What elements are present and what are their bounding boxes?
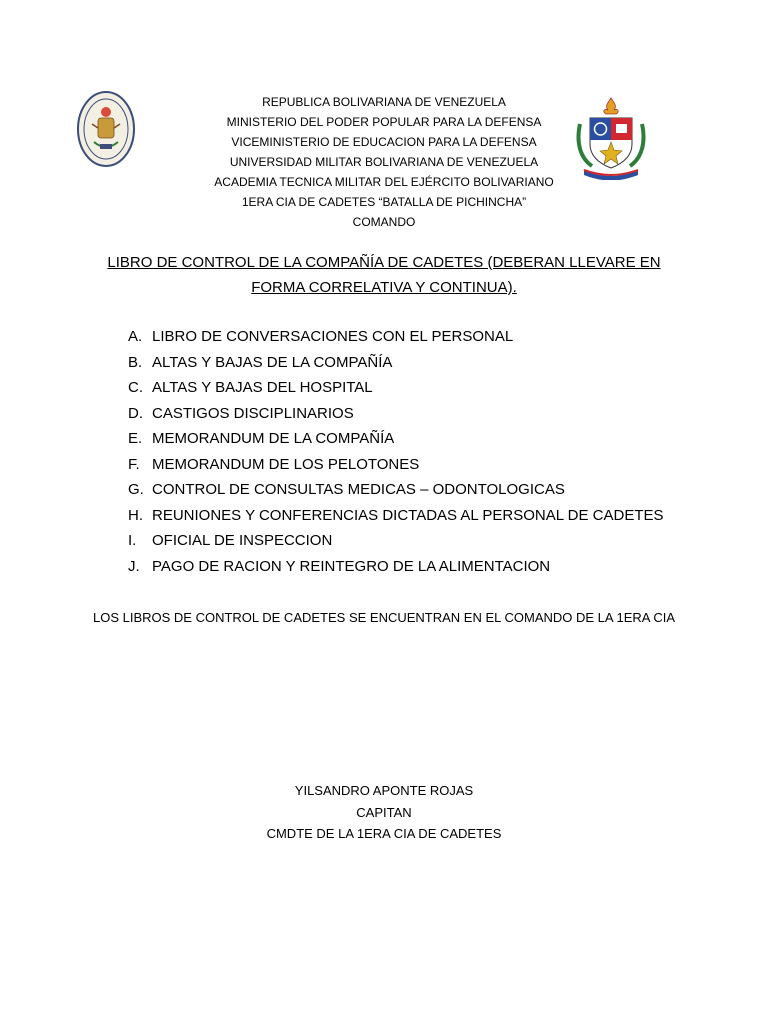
letterhead-line: VICEMINISTERIO DE EDUCACION PARA LA DEFENSA <box>231 135 537 149</box>
letterhead-line: COMANDO <box>352 215 416 229</box>
signer-position: CMDTE DE LA 1ERA CIA DE CADETES <box>266 826 502 841</box>
item-text: ALTAS Y BAJAS DEL HOSPITAL <box>152 379 373 396</box>
item-letter: F. <box>128 455 140 473</box>
item-letter: C. <box>128 379 143 396</box>
item-letter: B. <box>128 353 143 371</box>
signer-rank: CAPITAN <box>356 804 412 820</box>
list-item <box>128 554 688 580</box>
document-title <box>100 250 668 300</box>
list-item <box>128 452 688 478</box>
item-letter: J. <box>128 557 140 575</box>
item-text: REUNIONES Y CONFERENCIAS DICTADAS AL PERSONAL DE CADETES <box>152 506 664 524</box>
title-line-2: FORMA CORRELATIVA Y CONTINUA). <box>251 279 517 296</box>
item-letter: I. <box>128 532 137 549</box>
item-letter: E. <box>128 430 143 447</box>
letterhead-line: UNIVERSIDAD MILITAR BOLIVARIANA DE VENEZUELA <box>229 155 539 169</box>
list-item <box>128 401 688 427</box>
letterhead-line: REPUBLICA BOLIVARIANA DE VENEZUELA <box>262 95 506 109</box>
university-seal-icon <box>76 90 136 168</box>
title-line-1: LIBRO DE CONTROL DE LA COMPAÑÍA DE CADETES (DEBERAN LLEVARE EN <box>107 254 661 271</box>
location-note: LOS LIBROS DE CONTROL DE CADETES SE ENCUENTRAN EN EL COMANDO DE LA 1ERA CIA <box>92 610 675 625</box>
letterhead-line: 1ERA CIA DE CADETES “BATALLA DE PICHINCHA” <box>241 195 527 209</box>
item-text: ALTAS Y BAJAS DE LA COMPAÑÍA <box>152 353 393 371</box>
list-item <box>128 324 688 350</box>
list-item <box>128 426 688 452</box>
signer-name: YILSANDRO APONTE ROJAS <box>294 783 474 798</box>
item-text: LIBRO DE CONVERSACIONES CON EL PERSONAL <box>152 328 514 345</box>
list-item <box>128 503 688 529</box>
item-letter: G. <box>128 481 144 498</box>
item-text: MEMORANDUM DE LA COMPAÑÍA <box>152 430 395 447</box>
item-letter: H. <box>128 506 143 524</box>
list-item <box>128 350 688 376</box>
control-book-list <box>128 324 688 579</box>
item-letter: A. <box>128 328 143 345</box>
letterhead <box>180 92 588 232</box>
list-item <box>128 477 688 503</box>
item-text: OFICIAL DE INSPECCION <box>152 532 333 549</box>
item-text: MEMORANDUM DE LOS PELOTONES <box>152 455 420 473</box>
letterhead-line: MINISTERIO DEL PODER POPULAR PARA LA DEFENSA <box>226 115 542 129</box>
letterhead-line: ACADEMIA TECNICA MILITAR DEL EJÉRCITO BOLIVARIANO <box>214 175 554 189</box>
item-letter: D. <box>128 404 143 422</box>
signature-block <box>184 780 584 845</box>
item-text: CONTROL DE CONSULTAS MEDICAS – ODONTOLOGICAS <box>152 481 565 498</box>
item-text: CASTIGOS DISCIPLINARIOS <box>152 404 354 422</box>
item-text: PAGO DE RACION Y REINTEGRO DE LA ALIMENTACION <box>152 557 551 575</box>
list-item <box>128 375 688 401</box>
list-item <box>128 528 688 554</box>
